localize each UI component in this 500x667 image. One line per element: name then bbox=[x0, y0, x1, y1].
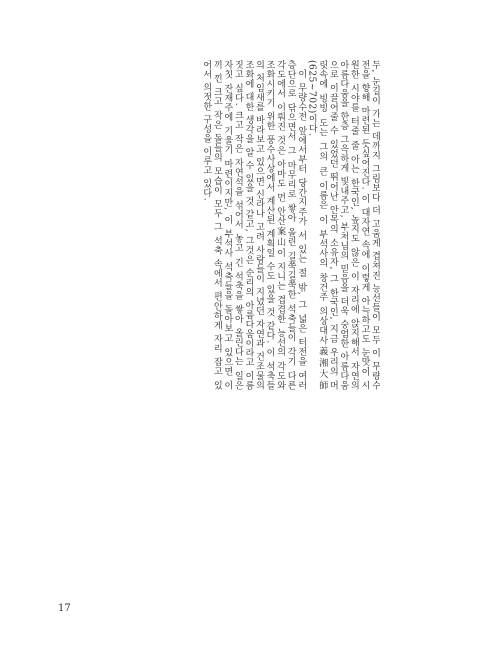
paragraph-1: 두, 눈길이 가는 데까지 그림보다 더 고움게 겹쳐진 능선들이 모두 이 무량수전을 향해 마련된 듯싶어진다. 이 대자연 속에 이렇게 아늑하고도 눈맛이 시원한 시야를 터줄 줄 아는 한국인, 높지도 않은 이 자리에 앉지해서 자연의 아름다움을 한층 그윽하게 빛내주고, 부처님의 믿음을 더욱 숭엄한 아름다움으로 이끌어줄 수 있었던 뛰어난 안목의 소유자, 그 한국인, 지금 우리의 머릿속에 빙빙 도는 그의 큰 이름은 이 부석사의 창건주 의상대사義湘大師(625∼702)이다. bbox=[306, 60, 380, 390]
body-text bbox=[118, 60, 380, 390]
page-number: 17 bbox=[58, 603, 71, 614]
paragraph-2: 이 무량수전 앞에서부터 당간지주가 서 있는 절 밖, 그 넓은 터전을 여러 층단으로 닦으면서 그 마무리로 쌓아 올린 길쭉길쭉한 석축들이 각기 다른 각도에서 이뤄진 것은 아마도 먼 안산案山이 지니는 겹겹한 능선의 각도와 조화시키기 위한 풍수사상에서 계산된 계획일 수도 있을 것 같다. 이 석축들의 처임새를 바라보고 있으면 신라나 고려 사람들이 지녔던 자연과 건조물의 조화에 대한 생각을 알 수 있을 것 같고, 그것은 순리의 아름다움이라고 이름 짓고 싶다. 크고 작은 자연석을 섞어서 놓고 긴 석축을 쌓아 올린다는 일은 자칫 잔재주에 기울기 마련이지만, 이 부석사 석축들을 돌아보고 있으면 이끼 낀 크고 작은 돌들의 모습이 모두 그 석축 속에서 편안하게 자리 잡고 있어서 의젓한 구성을 이루고 있다. bbox=[201, 60, 307, 390]
